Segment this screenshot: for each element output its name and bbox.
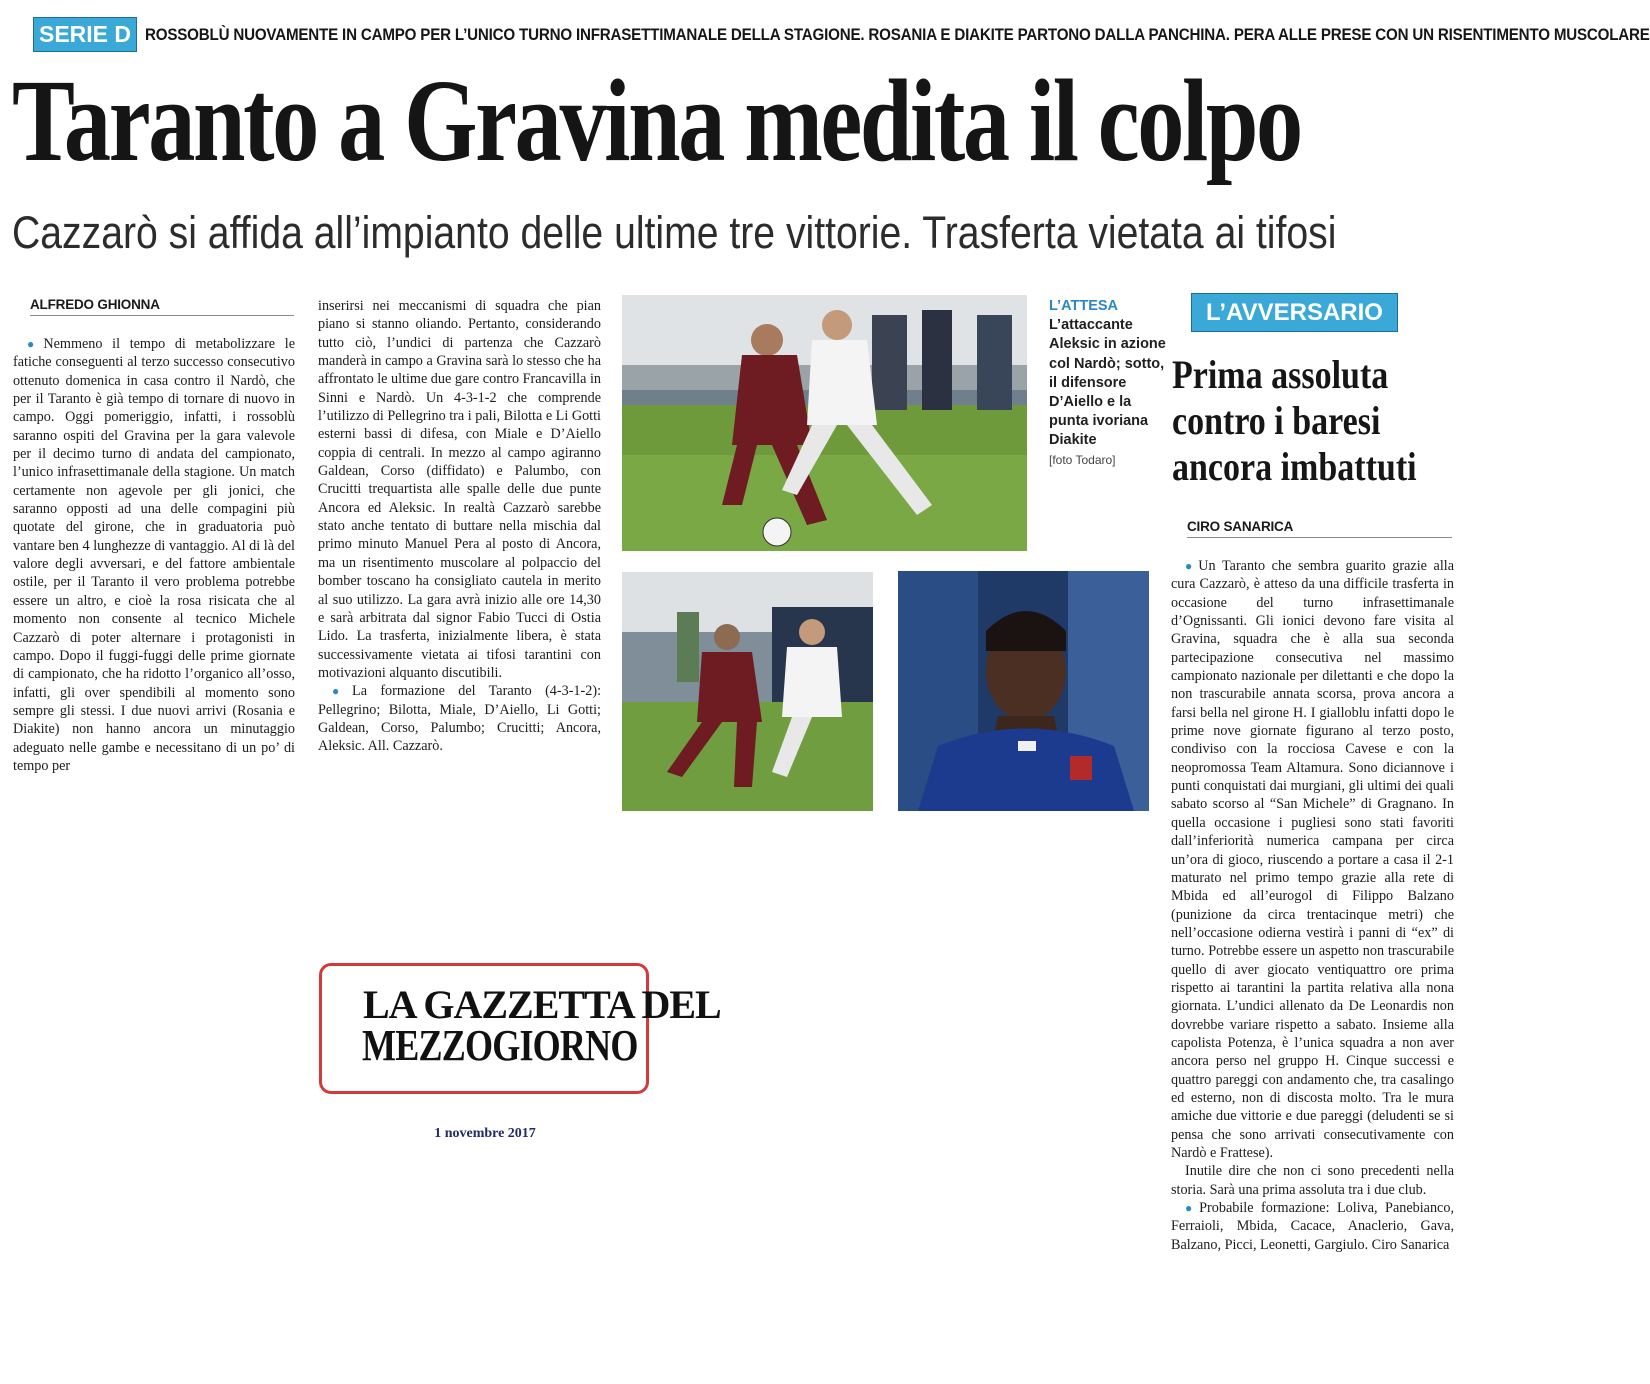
byline-main: ALFREDO GHIONNA <box>30 297 160 312</box>
byline-rule <box>30 315 294 316</box>
section-tag: SERIE D <box>33 17 137 52</box>
sidebar-title: Prima assoluta contro i baresi ancora imbattuti <box>1172 352 1417 489</box>
byline-sidebar: CIRO SANARICA <box>1187 519 1294 534</box>
article-column-2 <box>318 297 601 756</box>
sidebar-column <box>1171 557 1454 1254</box>
newspaper-logo-line1: LA GAZZETTA DEL <box>363 982 721 1027</box>
article-column-1 <box>13 335 295 775</box>
bullet-icon: ● <box>27 337 41 351</box>
sidebar-paragraph: Un Taranto che sembra guarito grazie alla cura Cazzarò, è atteso da una difficile trasferta in occasione del turno infrasettimanale d’Ognissanti. Gli ionici devono fare visita al Gravina, squadra che è alla sua seconda partecipazione consecutiva nel massimo campionato nazionale per dilettanti e che dopo la non trascurabile annata scorsa, prova ancora a farsi bella nel girone H. I gialloblu infatti dopo le prime nove giornate figurano al terzo posto, condiviso con la rocciosa Cavese e con la neopromossa Team Altamura. Sono diciannove i punti conquistati dai murgiani, gli ultimi dei quali sabato scorso al “San Michele” di Gragnano. In quella occasione i pugliesi sono stati favoriti dall’inferiorità numerica campana per circa un’ora di gioco, riuscendo a portare a casa il 2-1 maturato nel primo tempo grazie alla rete di Mbida ed all’eurogol di Filippo Balzano (punizione da circa trentacinque metri) che nell’occasione odierna vestirà i panni di “ex” di turno. Potrebbe essere un aspetto non trascurabile quello di aver giocato ventiquattro ore prima rispetto ai tarantini la partita relativa alla nona giornata. L’undici allenato da De Leonardis non dovrebbe variare rispetto a sabato. Insieme alla capolista Potenza, è l’unica squadra a non aver ancora perso nel gruppo H. Cinque successi e quattro pareggi con andamento che, tra casalingo ed esterno, non di discosta molto. Tra le mura amiche due vittorie e due pareggi (deludenti se si pensa che sono arrivati consecutivamente con Nardò e Frattese). <box>1171 558 1454 1161</box>
headline: Taranto a Gravina medita il colpo <box>12 55 1301 186</box>
sidebar-lineup: Probabile formazione: Loliva, Panebianco, Ferraioli, Mbida, Cacace, Anaclerio, Gava, Balzano, Picci, Leonetti, Gargiulo. Ciro Sanarica <box>1171 1200 1454 1253</box>
photo-caption <box>1049 297 1167 470</box>
caption-text: L’attaccante Aleksic in azione col Nardò; sotto, il difensore D’Aiello e la punta ivoriana Diakite <box>1049 317 1166 449</box>
kicker: ROSSOBLÙ NUOVAMENTE IN CAMPO PER L’UNICO TURNO INFRASETTIMANALE DELLA STAGIONE. ROSANIA E DIAKITE PARTONO DALLA PANCHINA. PERA ALLE PRESE CON UN RISENTIMENTO MUSCOLARE <box>145 26 1650 44</box>
photo-diakite <box>898 571 1149 811</box>
article-paragraph: Nemmeno il tempo di metabolizzare le fatiche conseguenti al terzo successo consecutivo ottenuto domenica in casa contro il Nardò, che per il Taranto è già tempo di tornare di nuovo in campo. Oggi pomeriggio, infatti, i rossoblù saranno ospiti del Gravina per la gara valevole per il decimo turno di andata del campionato, l’unico infrasettimanale della stagione. Un match certamente non agevole per gli jonici, che saranno opposti ad una delle compagini più quotate del girone, che in graduatoria può vantare ben 4 lunghezze di vantaggio. Al di là del valore degli avversari, e del fattore ambientale ostile, per il Taranto il vero problema potrebbe essere un altro, e cioè la rosa risicata che al momento non consente al tecnico Michele Cazzarò di poter alternare i protagonisti in campo. Dopo il fuggi-fuggi delle prime giornate di campionato, che ha ridotto l’organico all’osso, infatti, gli over spendibili al momento sono sempre gli stessi. I due nuovi arrivi (Rosania e Diakite) non hanno ancora un minutaggio adeguato nelle gambe e necessitano di un po’ di tempo per <box>13 336 295 774</box>
caption-credit: [foto Todaro] <box>1049 452 1116 467</box>
bullet-icon: ● <box>332 684 350 699</box>
publication-date: 1 novembre 2017 <box>434 1126 536 1141</box>
newspaper-logo-line2: MEZZOGIORNO <box>362 1021 638 1070</box>
bullet-icon: ● <box>1185 1201 1197 1216</box>
bullet-icon: ● <box>1185 559 1196 573</box>
sidebar-tag: L’AVVERSARIO <box>1191 293 1398 332</box>
sidebar-paragraph: Inutile dire che non ci sono precedenti nella storia. Sarà una prima assoluta tra i due club. <box>1171 1163 1454 1198</box>
subheadline: Cazzarò si affida all’impianto delle ultime tre vittorie. Trasferta vietata ai tifosi <box>12 207 1337 258</box>
article-paragraph: inserirsi nei meccanismi di squadra che pian piano si stanno oliando. Pertanto, considerando tutto ciò, l’undici di partenza che Cazzarò manderà in campo a Gravina sarà lo stesso che ha affrontato le ultime due gare contro Francavilla in Sinni e Nardò. Un 4-3-1-2 che comprende l’utilizzo di Pellegrino tra i pali, Bilotta e Li Gotti esterni bassi di difesa, con Miale e D’Aiello coppia di centrali. In mezzo al campo agiranno Galdean, Corso (diffidato) e Palumbo, con Crucitti trequartista alle spalle delle due punte Ancora ed Aleksic. In realtà Cazzarò sarebbe stato anche tentato di buttare nella mischia dal primo minuto Manuel Pera al posto di Ancora, ma un risentimento muscolare al polpaccio del bomber toscano ha consigliato cautela in merito al suo utilizzo. La gara avrà inizio alle ore 14,30 e sarà arbitrata dal signor Fabio Tucci di Ostia Lido. La trasferta, inizialmente libera, è stata successivamente vietata ai tifosi tarantini con motivazioni alquanto discutibili. <box>318 298 601 681</box>
photo-daiello <box>622 572 873 811</box>
photo-aleksic-action <box>622 295 1027 551</box>
caption-label: L’ATTESA <box>1049 298 1119 314</box>
lineup-paragraph: La formazione del Taranto (4-3-1-2): Pellegrino; Bilotta, Miale, D’Aiello, Li Gotti; Galdean, Corso, Palumbo; Crucitti; Ancora, Aleksic. All. Cazzarò. <box>318 683 602 755</box>
sidebar-byline-rule <box>1187 537 1452 538</box>
